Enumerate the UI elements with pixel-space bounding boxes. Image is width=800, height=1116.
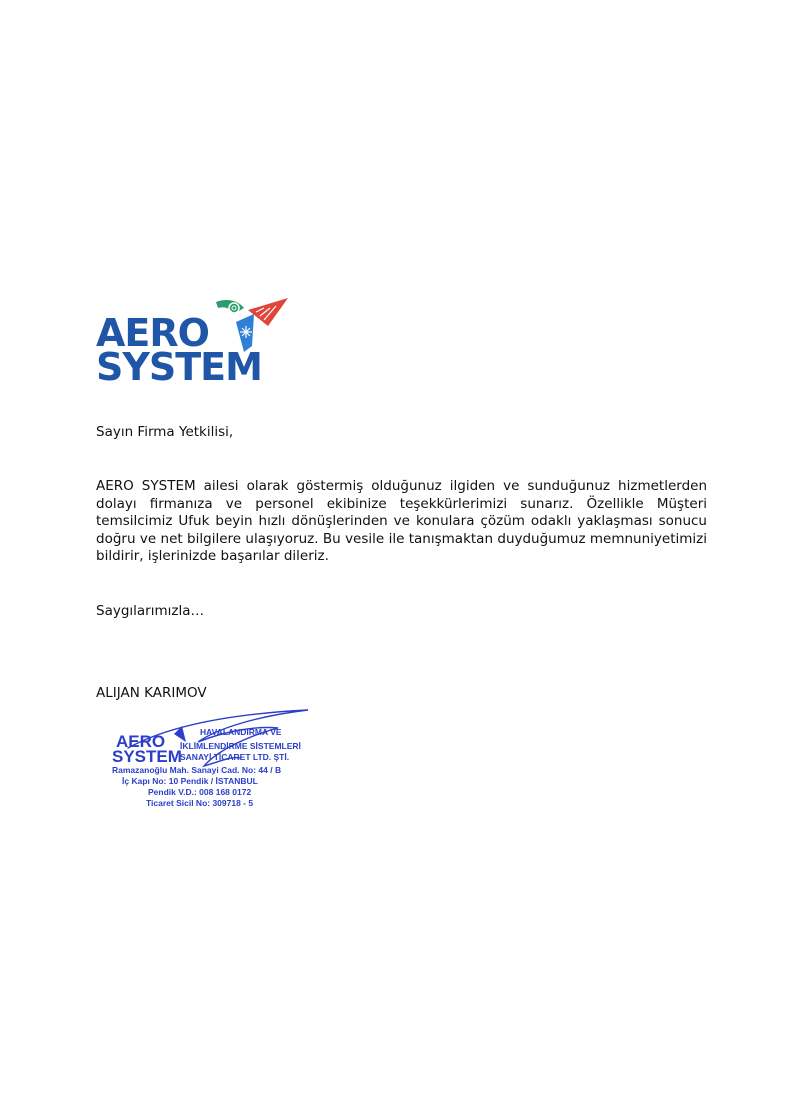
logo-word-aero: AERO	[96, 311, 209, 355]
stamp-brand-system: SYSTEM	[112, 747, 182, 766]
signer-name: ALIJAN KARIMOV	[96, 685, 207, 701]
letter-body: AERO SYSTEM ailesi olarak göstermiş olduğunuz ilgiden ve sunduğunuz hizmetlerden dolayı firmanıza ve personel ekibinize teşekkürlerimizi sunarız. Özellikle Müşteri temsilcimiz Ufuk beyin hızlı dönüşlerinden ve konulara çözüm odaklı yaklaşması sonucu doğru ve net bilgilere ulaşıyoruz. Bu vesile ile tanışmaktan duyduğumuz memnuniyetimizi bildirir, işlerinizde başarılar dileriz.	[96, 478, 707, 564]
stamp-address-1: Ramazanoğlu Mah. Sanayi Cad. No: 44 / B	[112, 765, 282, 775]
company-stamp	[108, 706, 314, 812]
stamp-address-2: İç Kapı No: 10 Pendik / İSTANBUL	[122, 776, 258, 786]
stamp-heading-1: HAVALANDIRMA VE	[200, 727, 282, 737]
stamp-trade-registry: Ticaret Sicil No: 309718 - 5	[146, 798, 254, 808]
letter-greeting: Sayın Firma Yetkilisi,	[96, 424, 234, 440]
stamp-heading-2: İKLİMLENDİRME SİSTEMLERİ	[180, 741, 301, 751]
stamp-tax-office: Pendik V.D.: 008 168 0172	[148, 787, 252, 797]
stamp-brand-aero: AERO	[116, 732, 166, 751]
stamp-heading-3: SANAYİ TİCARET LTD. ŞTİ.	[180, 752, 290, 762]
logo-word-system: SYSTEM	[96, 345, 262, 389]
letter-closing: Saygılarımızla…	[96, 603, 204, 619]
company-logo	[96, 296, 288, 390]
